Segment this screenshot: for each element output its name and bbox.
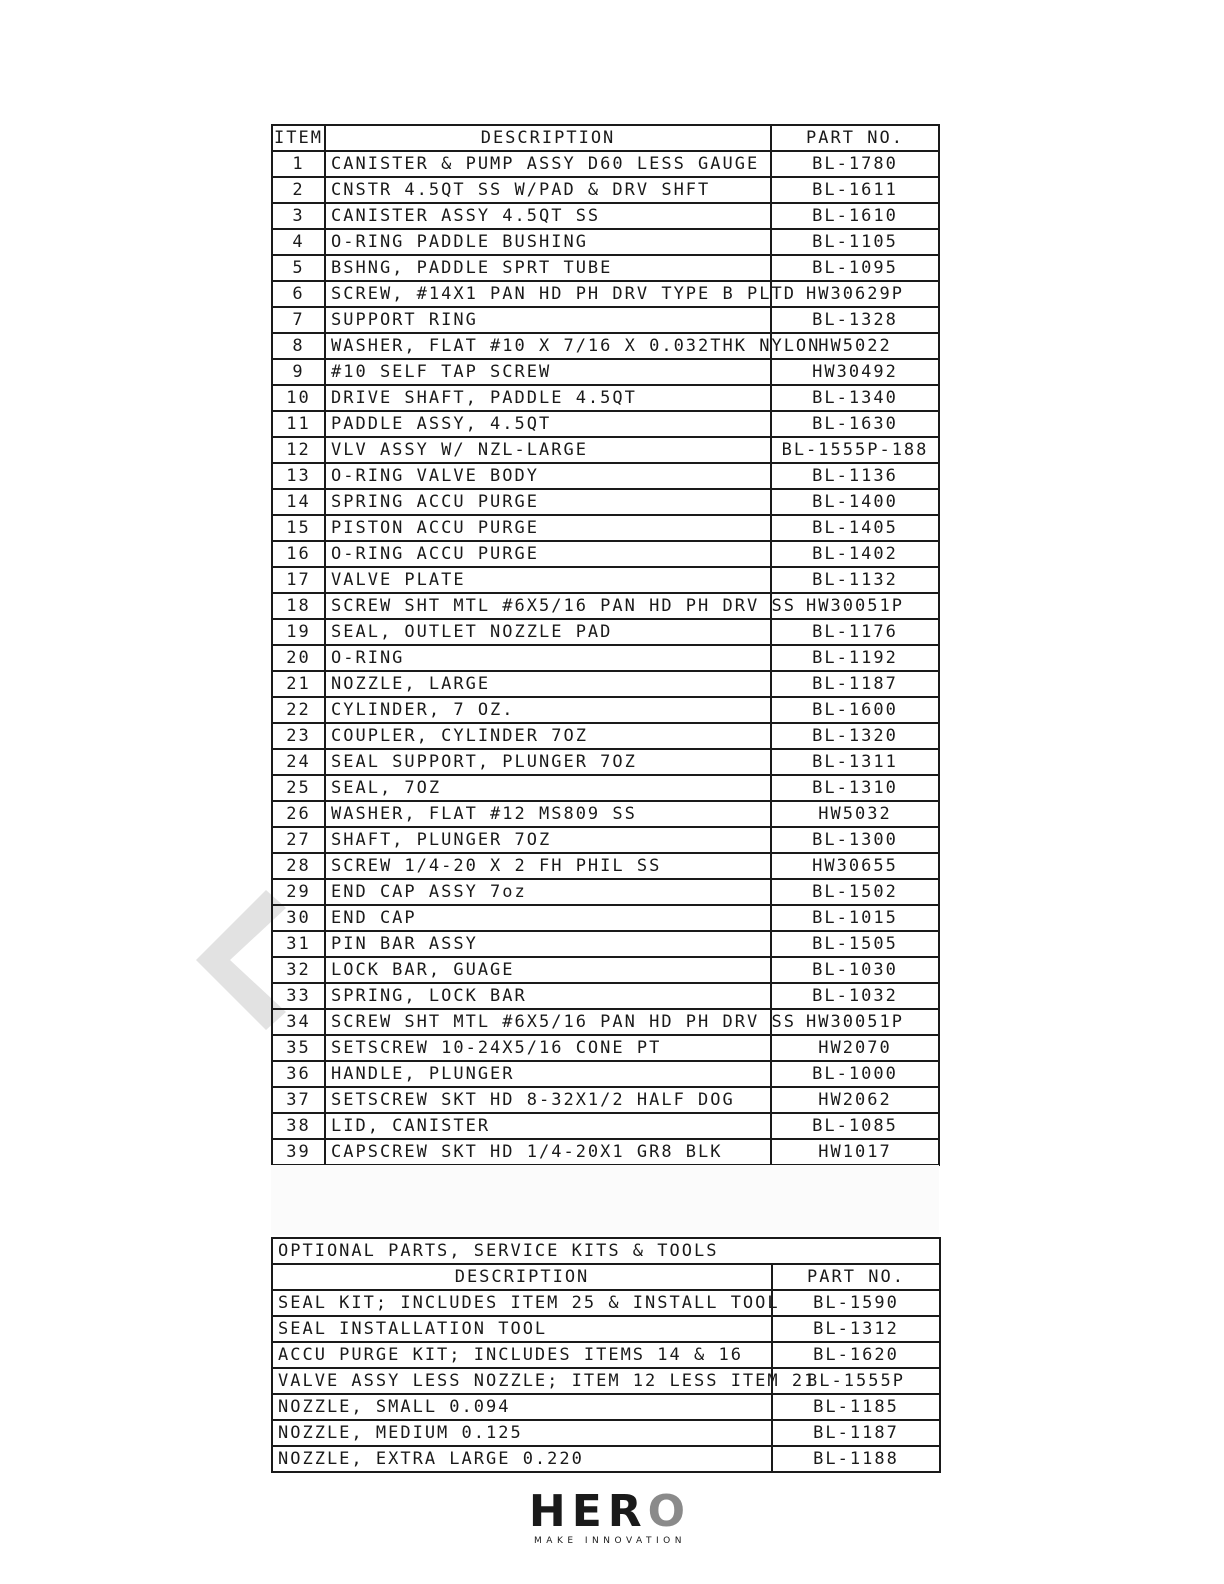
table-row bbox=[272, 827, 939, 853]
description-cell: ACCU PURGE KIT; INCLUDES ITEMS 14 & 16 bbox=[272, 1342, 772, 1368]
item-number-cell: 12 bbox=[272, 437, 325, 463]
item-number-cell: 27 bbox=[272, 827, 325, 853]
item-number-cell: 36 bbox=[272, 1061, 325, 1087]
table-row bbox=[272, 749, 939, 775]
table-row bbox=[272, 1394, 940, 1420]
part-number-cell: HW5032 bbox=[771, 801, 939, 827]
table-row bbox=[272, 801, 939, 827]
part-number-cell: BL-1555P-188 bbox=[771, 437, 939, 463]
table-row bbox=[272, 957, 939, 983]
item-number-cell: 16 bbox=[272, 541, 325, 567]
table-row bbox=[272, 489, 939, 515]
part-number-cell: BL-1185 bbox=[772, 1394, 940, 1420]
description-cell: SPRING ACCU PURGE bbox=[325, 489, 771, 515]
part-number-cell: BL-1176 bbox=[771, 619, 939, 645]
table-row bbox=[272, 151, 939, 177]
item-number-cell: 24 bbox=[272, 749, 325, 775]
description-cell: LOCK BAR, GUAGE bbox=[325, 957, 771, 983]
description-cell: SCREW, #14X1 PAN HD PH DRV TYPE B PLTD bbox=[325, 281, 771, 307]
item-header: ITEM bbox=[272, 125, 325, 151]
table-row bbox=[272, 723, 939, 749]
item-number-cell: 35 bbox=[272, 1035, 325, 1061]
table-row bbox=[272, 1342, 940, 1368]
table-row bbox=[272, 1087, 939, 1113]
optional-header-row bbox=[272, 1264, 940, 1290]
logo-tagline: MAKE INNOVATION bbox=[534, 1536, 686, 1546]
description-cell: VALVE ASSY LESS NOZZLE; ITEM 12 LESS ITEM 21 bbox=[272, 1368, 772, 1394]
table-row bbox=[272, 1420, 940, 1446]
item-number-cell: 19 bbox=[272, 619, 325, 645]
part-number-cell: BL-1320 bbox=[771, 723, 939, 749]
description-cell: CNSTR 4.5QT SS W/PAD & DRV SHFT bbox=[325, 177, 771, 203]
table-row bbox=[272, 1009, 939, 1035]
table-row bbox=[272, 1368, 940, 1394]
description-cell: SUPPORT RING bbox=[325, 307, 771, 333]
table-row bbox=[272, 541, 939, 567]
item-number-cell: 17 bbox=[272, 567, 325, 593]
table-row bbox=[272, 229, 939, 255]
part-number-cell: BL-1095 bbox=[771, 255, 939, 281]
description-cell: NOZZLE, EXTRA LARGE 0.220 bbox=[272, 1446, 772, 1472]
description-cell: O-RING VALVE BODY bbox=[325, 463, 771, 489]
table-row bbox=[272, 333, 939, 359]
item-number-cell: 18 bbox=[272, 593, 325, 619]
part-number-cell: HW30492 bbox=[771, 359, 939, 385]
logo-wordmark bbox=[520, 1486, 700, 1537]
part-number-cell: BL-1502 bbox=[771, 879, 939, 905]
part-number-cell: BL-1132 bbox=[771, 567, 939, 593]
item-number-cell: 5 bbox=[272, 255, 325, 281]
table-row bbox=[272, 307, 939, 333]
part-number-cell: HW30655 bbox=[771, 853, 939, 879]
description-cell: SHAFT, PLUNGER 7OZ bbox=[325, 827, 771, 853]
item-number-cell: 11 bbox=[272, 411, 325, 437]
part-number-cell: HW30051P bbox=[771, 593, 939, 619]
description-cell: SPRING, LOCK BAR bbox=[325, 983, 771, 1009]
table-row bbox=[272, 411, 939, 437]
table-row bbox=[272, 255, 939, 281]
description-cell: SEAL SUPPORT, PLUNGER 7OZ bbox=[325, 749, 771, 775]
table-row bbox=[272, 983, 939, 1009]
part-no-header: PART NO. bbox=[771, 125, 939, 151]
description-cell: VALVE PLATE bbox=[325, 567, 771, 593]
part-number-cell: BL-1311 bbox=[771, 749, 939, 775]
item-number-cell: 1 bbox=[272, 151, 325, 177]
part-number-cell: BL-1032 bbox=[771, 983, 939, 1009]
part-number-cell: BL-1630 bbox=[771, 411, 939, 437]
item-number-cell: 21 bbox=[272, 671, 325, 697]
description-cell: SETSCREW SKT HD 8-32X1/2 HALF DOG bbox=[325, 1087, 771, 1113]
part-number-cell: BL-1312 bbox=[772, 1316, 940, 1342]
description-cell: LID, CANISTER bbox=[325, 1113, 771, 1139]
logo-word-main: HER bbox=[528, 1486, 648, 1537]
description-cell: WASHER, FLAT #10 X 7/16 X 0.032THK NYLON bbox=[325, 333, 771, 359]
part-number-cell: BL-1136 bbox=[771, 463, 939, 489]
table-row bbox=[272, 463, 939, 489]
item-number-cell: 10 bbox=[272, 385, 325, 411]
part-number-cell: HW30051P bbox=[771, 1009, 939, 1035]
description-cell: HANDLE, PLUNGER bbox=[325, 1061, 771, 1087]
item-number-cell: 28 bbox=[272, 853, 325, 879]
table-row bbox=[272, 931, 939, 957]
part-number-cell: BL-1405 bbox=[771, 515, 939, 541]
item-number-cell: 37 bbox=[272, 1087, 325, 1113]
description-cell: SEAL, OUTLET NOZZLE PAD bbox=[325, 619, 771, 645]
description-cell: NOZZLE, MEDIUM 0.125 bbox=[272, 1420, 772, 1446]
table-row bbox=[272, 1035, 939, 1061]
table-row bbox=[272, 1316, 940, 1342]
description-cell: O-RING ACCU PURGE bbox=[325, 541, 771, 567]
description-cell: COUPLER, CYLINDER 7OZ bbox=[325, 723, 771, 749]
description-cell: O-RING bbox=[325, 645, 771, 671]
description-cell: PADDLE ASSY, 4.5QT bbox=[325, 411, 771, 437]
section-gap bbox=[271, 1165, 939, 1235]
table-row bbox=[272, 203, 939, 229]
optional-part-no-header: PART NO. bbox=[772, 1264, 940, 1290]
table-row bbox=[272, 1113, 939, 1139]
part-number-cell: BL-1505 bbox=[771, 931, 939, 957]
part-number-cell: BL-1620 bbox=[772, 1342, 940, 1368]
description-cell: CANISTER ASSY 4.5QT SS bbox=[325, 203, 771, 229]
description-cell: SCREW SHT MTL #6X5/16 PAN HD PH DRV SS bbox=[325, 593, 771, 619]
item-number-cell: 14 bbox=[272, 489, 325, 515]
description-cell: NOZZLE, LARGE bbox=[325, 671, 771, 697]
description-cell: END CAP ASSY 7oz bbox=[325, 879, 771, 905]
item-number-cell: 25 bbox=[272, 775, 325, 801]
item-number-cell: 32 bbox=[272, 957, 325, 983]
description-cell: SCREW SHT MTL #6X5/16 PAN HD PH DRV SS bbox=[325, 1009, 771, 1035]
table-row bbox=[272, 1446, 940, 1472]
part-number-cell: BL-1015 bbox=[771, 905, 939, 931]
description-cell: SCREW 1/4-20 X 2 FH PHIL SS bbox=[325, 853, 771, 879]
optional-description-header: DESCRIPTION bbox=[272, 1264, 772, 1290]
item-number-cell: 30 bbox=[272, 905, 325, 931]
item-number-cell: 39 bbox=[272, 1139, 325, 1165]
part-number-cell: BL-1780 bbox=[771, 151, 939, 177]
table-row bbox=[272, 567, 939, 593]
part-number-cell: BL-1192 bbox=[771, 645, 939, 671]
part-number-cell: BL-1085 bbox=[771, 1113, 939, 1139]
item-number-cell: 29 bbox=[272, 879, 325, 905]
part-number-cell: BL-1402 bbox=[771, 541, 939, 567]
parts-list-table bbox=[271, 124, 940, 1166]
table-row bbox=[272, 1139, 939, 1165]
description-cell: SEAL, 7OZ bbox=[325, 775, 771, 801]
item-number-cell: 23 bbox=[272, 723, 325, 749]
item-number-cell: 15 bbox=[272, 515, 325, 541]
part-number-cell: BL-1600 bbox=[771, 697, 939, 723]
part-number-cell: BL-1611 bbox=[771, 177, 939, 203]
table-row bbox=[272, 385, 939, 411]
table-row bbox=[272, 177, 939, 203]
item-number-cell: 7 bbox=[272, 307, 325, 333]
part-number-cell: HW30629P bbox=[771, 281, 939, 307]
part-number-cell: HW2062 bbox=[771, 1087, 939, 1113]
description-cell: BSHNG, PADDLE SPRT TUBE bbox=[325, 255, 771, 281]
item-number-cell: 22 bbox=[272, 697, 325, 723]
description-cell: SETSCREW 10-24X5/16 CONE PT bbox=[325, 1035, 771, 1061]
table-row bbox=[272, 879, 939, 905]
description-cell: PIN BAR ASSY bbox=[325, 931, 771, 957]
description-cell: SEAL INSTALLATION TOOL bbox=[272, 1316, 772, 1342]
optional-parts-table bbox=[271, 1237, 941, 1473]
item-number-cell: 8 bbox=[272, 333, 325, 359]
part-number-cell: BL-1187 bbox=[771, 671, 939, 697]
part-number-cell: BL-1300 bbox=[771, 827, 939, 853]
description-cell: CAPSCREW SKT HD 1/4-20X1 GR8 BLK bbox=[325, 1139, 771, 1165]
part-number-cell: HW2070 bbox=[771, 1035, 939, 1061]
description-cell: #10 SELF TAP SCREW bbox=[325, 359, 771, 385]
description-cell: DRIVE SHAFT, PADDLE 4.5QT bbox=[325, 385, 771, 411]
description-cell: SEAL KIT; INCLUDES ITEM 25 & INSTALL TOOL bbox=[272, 1290, 772, 1316]
part-number-cell: BL-1000 bbox=[771, 1061, 939, 1087]
table-row bbox=[272, 775, 939, 801]
description-cell: CYLINDER, 7 OZ. bbox=[325, 697, 771, 723]
table-row bbox=[272, 645, 939, 671]
table-row bbox=[272, 853, 939, 879]
part-number-cell: BL-1400 bbox=[771, 489, 939, 515]
description-cell: O-RING PADDLE BUSHING bbox=[325, 229, 771, 255]
part-number-cell: BL-1328 bbox=[771, 307, 939, 333]
part-number-cell: BL-1610 bbox=[771, 203, 939, 229]
description-cell: WASHER, FLAT #12 MS809 SS bbox=[325, 801, 771, 827]
table-row bbox=[272, 905, 939, 931]
table-row bbox=[272, 359, 939, 385]
item-number-cell: 38 bbox=[272, 1113, 325, 1139]
table-row bbox=[272, 671, 939, 697]
item-number-cell: 26 bbox=[272, 801, 325, 827]
item-number-cell: 2 bbox=[272, 177, 325, 203]
table-row bbox=[272, 281, 939, 307]
optional-title-row bbox=[272, 1238, 940, 1264]
part-number-cell: BL-1310 bbox=[771, 775, 939, 801]
description-header: DESCRIPTION bbox=[325, 125, 771, 151]
description-cell: END CAP bbox=[325, 905, 771, 931]
description-cell: VLV ASSY W/ NZL-LARGE bbox=[325, 437, 771, 463]
table-row bbox=[272, 1061, 939, 1087]
item-number-cell: 9 bbox=[272, 359, 325, 385]
item-number-cell: 6 bbox=[272, 281, 325, 307]
table-row bbox=[272, 437, 939, 463]
part-number-cell: BL-1105 bbox=[771, 229, 939, 255]
parts-header-row bbox=[272, 125, 939, 151]
part-number-cell: BL-1188 bbox=[772, 1446, 940, 1472]
item-number-cell: 13 bbox=[272, 463, 325, 489]
item-number-cell: 4 bbox=[272, 229, 325, 255]
table-row bbox=[272, 619, 939, 645]
table-row bbox=[272, 515, 939, 541]
item-number-cell: 34 bbox=[272, 1009, 325, 1035]
table-row bbox=[272, 697, 939, 723]
part-number-cell: BL-1340 bbox=[771, 385, 939, 411]
description-cell: PISTON ACCU PURGE bbox=[325, 515, 771, 541]
part-number-cell: BL-1030 bbox=[771, 957, 939, 983]
optional-table-title: OPTIONAL PARTS, SERVICE KITS & TOOLS bbox=[272, 1238, 940, 1264]
item-number-cell: 31 bbox=[272, 931, 325, 957]
part-number-cell: HW1017 bbox=[771, 1139, 939, 1165]
description-cell: CANISTER & PUMP ASSY D60 LESS GAUGE bbox=[325, 151, 771, 177]
description-cell: NOZZLE, SMALL 0.094 bbox=[272, 1394, 772, 1420]
part-number-cell: BL-1187 bbox=[772, 1420, 940, 1446]
part-number-cell: BL-1590 bbox=[772, 1290, 940, 1316]
table-row bbox=[272, 1290, 940, 1316]
part-number-cell: HW5022 bbox=[771, 333, 939, 359]
item-number-cell: 20 bbox=[272, 645, 325, 671]
item-number-cell: 3 bbox=[272, 203, 325, 229]
table-row bbox=[272, 593, 939, 619]
logo-word-o: O bbox=[647, 1486, 692, 1537]
part-number-cell: BL-1555P bbox=[772, 1368, 940, 1394]
item-number-cell: 33 bbox=[272, 983, 325, 1009]
hero-logo bbox=[520, 1486, 700, 1550]
